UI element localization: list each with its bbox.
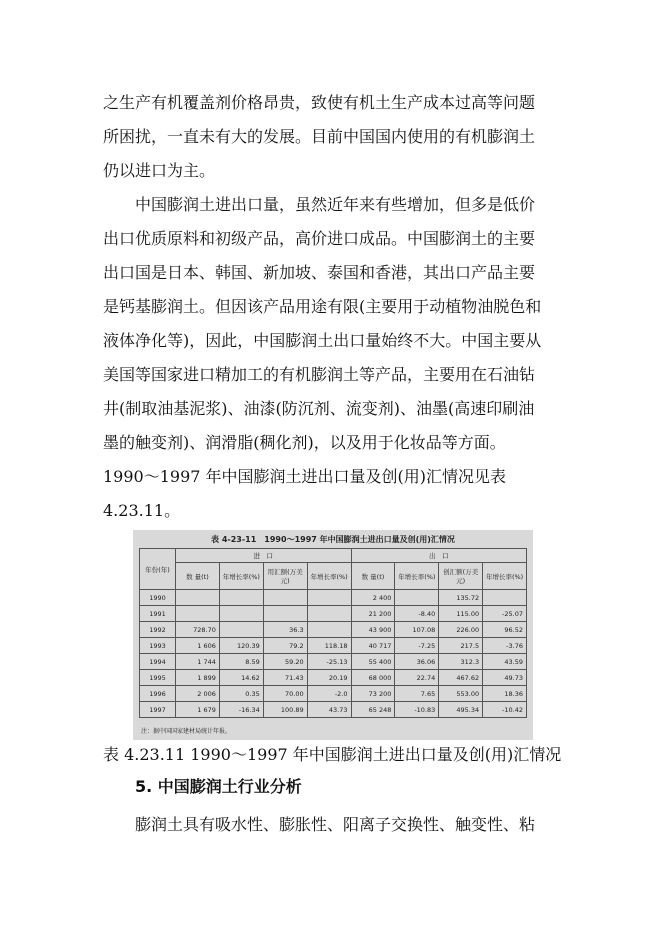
table-cell: 120.39 [219, 638, 263, 654]
table-caption: 表 4.23.11 1990～1997 年中国膨润土进出口量及创(用)汇情况 [103, 745, 562, 764]
table-cell-year: 1992 [140, 622, 176, 638]
table-cell: 18.36 [483, 686, 527, 702]
table-cell: 73 200 [351, 686, 395, 702]
table-cell [176, 590, 220, 606]
table-body [140, 590, 527, 718]
table-cell: 115.00 [439, 606, 483, 622]
text-line: 仍以进口为主。 [103, 161, 216, 180]
table-header-import: 进 口 [176, 549, 352, 563]
table-row [140, 702, 527, 718]
table-cell [307, 622, 351, 638]
text-line: 井(制取油基泥浆)、油漆(防沉剂、流变剂)、油墨(高速印刷油 [103, 399, 535, 418]
text-line: 所困扰，一直未有大的发展。目前中国国内使用的有机膨润土 [103, 127, 536, 146]
table-cell: -10.42 [483, 702, 527, 718]
table-cell: -10.83 [395, 702, 439, 718]
table-cell: 118.18 [307, 638, 351, 654]
table-cell: 96.52 [483, 622, 527, 638]
table-subheader: 年增长率(%) [483, 563, 527, 590]
table-cell: 1 899 [176, 670, 220, 686]
table-cell-year: 1997 [140, 702, 176, 718]
text-line: 是钙基膨润土。但因该产品用途有限(主要用于动植物油脱色和 [103, 297, 542, 316]
table-subheader: 年增长率(%) [307, 563, 351, 590]
table-cell [307, 606, 351, 622]
paragraph-1 [103, 86, 563, 188]
table-cell: 553.00 [439, 686, 483, 702]
table-cell: 217.5 [439, 638, 483, 654]
table-header-year: 年份(年) [140, 549, 176, 590]
paragraph-2 [103, 188, 563, 528]
table-row [140, 606, 527, 622]
table-cell [483, 590, 527, 606]
table-cell: 107.08 [395, 622, 439, 638]
table-note: 注：据中国国家建材局统计年报。 [141, 728, 232, 735]
table-cell [176, 606, 220, 622]
table-cell: 70.00 [263, 686, 307, 702]
text-line: 1990～1997 年中国膨润土进出口量及创(用)汇情况见表 [103, 467, 507, 486]
table-title: 表 4-23-11 1990～1997 年中国膨润土进出口量及创(用)汇情况 [211, 535, 455, 544]
table-cell [395, 590, 439, 606]
table-cell: 55 400 [351, 654, 395, 670]
table-cell: 467.62 [439, 670, 483, 686]
text-line: 出口优质原料和初级产品，高价进口成品。中国膨润土的主要 [103, 229, 536, 248]
table-cell: 0.35 [219, 686, 263, 702]
table-cell: 7.65 [395, 686, 439, 702]
table-cell: 43 900 [351, 622, 395, 638]
table-cell: 14.62 [219, 670, 263, 686]
table-cell: 43.59 [483, 654, 527, 670]
table-cell: 1 606 [176, 638, 220, 654]
table-cell: -25.07 [483, 606, 527, 622]
table-cell [219, 606, 263, 622]
table-cell-year: 1995 [140, 670, 176, 686]
table-cell: 2 400 [351, 590, 395, 606]
table-cell: 36.3 [263, 622, 307, 638]
table-cell: 36.06 [395, 654, 439, 670]
table-cell: 8.59 [219, 654, 263, 670]
table-cell [307, 590, 351, 606]
data-table [139, 548, 527, 718]
table-row [140, 670, 527, 686]
table-cell: 20.19 [307, 670, 351, 686]
table-cell: -2.0 [307, 686, 351, 702]
body-text-line: 膨润土具有吸水性、膨胀性、阳离子交换性、触变性、粘 [135, 815, 536, 834]
text-line: 4.23.11。 [103, 501, 181, 520]
table-cell-year: 1994 [140, 654, 176, 670]
table-cell [219, 622, 263, 638]
table-cell: -16.34 [219, 702, 263, 718]
table-cell: 79.2 [263, 638, 307, 654]
table-cell: 65 248 [351, 702, 395, 718]
table-cell: -8.40 [395, 606, 439, 622]
table-header-export: 出 口 [351, 549, 527, 563]
table-cell [263, 606, 307, 622]
table-subheader: 年增长率(%) [219, 563, 263, 590]
table-subheader: 年增长率(%) [395, 563, 439, 590]
table-cell [219, 590, 263, 606]
table-cell: 49.73 [483, 670, 527, 686]
text-line: 美国等国家进口精加工的有机膨润土等产品，主要用在石油钻 [103, 365, 536, 384]
table-cell: 43.73 [307, 702, 351, 718]
table-cell-year: 1990 [140, 590, 176, 606]
table-cell-year: 1996 [140, 686, 176, 702]
text-line: 液体净化等)，因此，中国膨润土出口量始终不大。中国主要从 [103, 331, 542, 350]
text-line: 墨的触变剂)、润滑脂(稠化剂)，以及用于化妆品等方面。 [103, 433, 506, 452]
table-cell-year: 1991 [140, 606, 176, 622]
table-row [140, 654, 527, 670]
table-cell: 2 006 [176, 686, 220, 702]
table-cell: 100.89 [263, 702, 307, 718]
table-row [140, 590, 527, 606]
table-image [133, 530, 533, 740]
table-cell: -3.76 [483, 638, 527, 654]
table-cell: 68 000 [351, 670, 395, 686]
section-heading: 5. 中国膨润土行业分析 [135, 777, 302, 796]
text-line: 中国膨润土进出口量，虽然近年来有些增加，但多是低价 [135, 195, 536, 214]
table-cell: 1 744 [176, 654, 220, 670]
table-cell: 40 717 [351, 638, 395, 654]
table-cell: -25.13 [307, 654, 351, 670]
table-subheader: 创汇额(万美元) [439, 563, 483, 590]
table-cell: 1 679 [176, 702, 220, 718]
table-subheader: 数 量(t) [351, 563, 395, 590]
table-cell-year: 1993 [140, 638, 176, 654]
text-line: 之生产有机覆盖剂价格昂贵，致使有机土生产成本过高等问题 [103, 93, 536, 112]
table-subheader: 用汇额(万美元) [263, 563, 307, 590]
table-cell: 226.00 [439, 622, 483, 638]
table-cell: 312.3 [439, 654, 483, 670]
table-cell [263, 590, 307, 606]
table-row [140, 622, 527, 638]
table-cell: 728.70 [176, 622, 220, 638]
table-cell: 21 200 [351, 606, 395, 622]
table-row [140, 638, 527, 654]
table-cell: 22.74 [395, 670, 439, 686]
table-cell: 495.34 [439, 702, 483, 718]
table-subheader: 数 量(t) [176, 563, 220, 590]
table-cell: 59.20 [263, 654, 307, 670]
table-row [140, 686, 527, 702]
text-line: 出口国是日本、韩国、新加坡、泰国和香港，其出口产品主要 [103, 263, 536, 282]
table-cell: 135.72 [439, 590, 483, 606]
table-cell: 71.43 [263, 670, 307, 686]
table-cell: -7.25 [395, 638, 439, 654]
